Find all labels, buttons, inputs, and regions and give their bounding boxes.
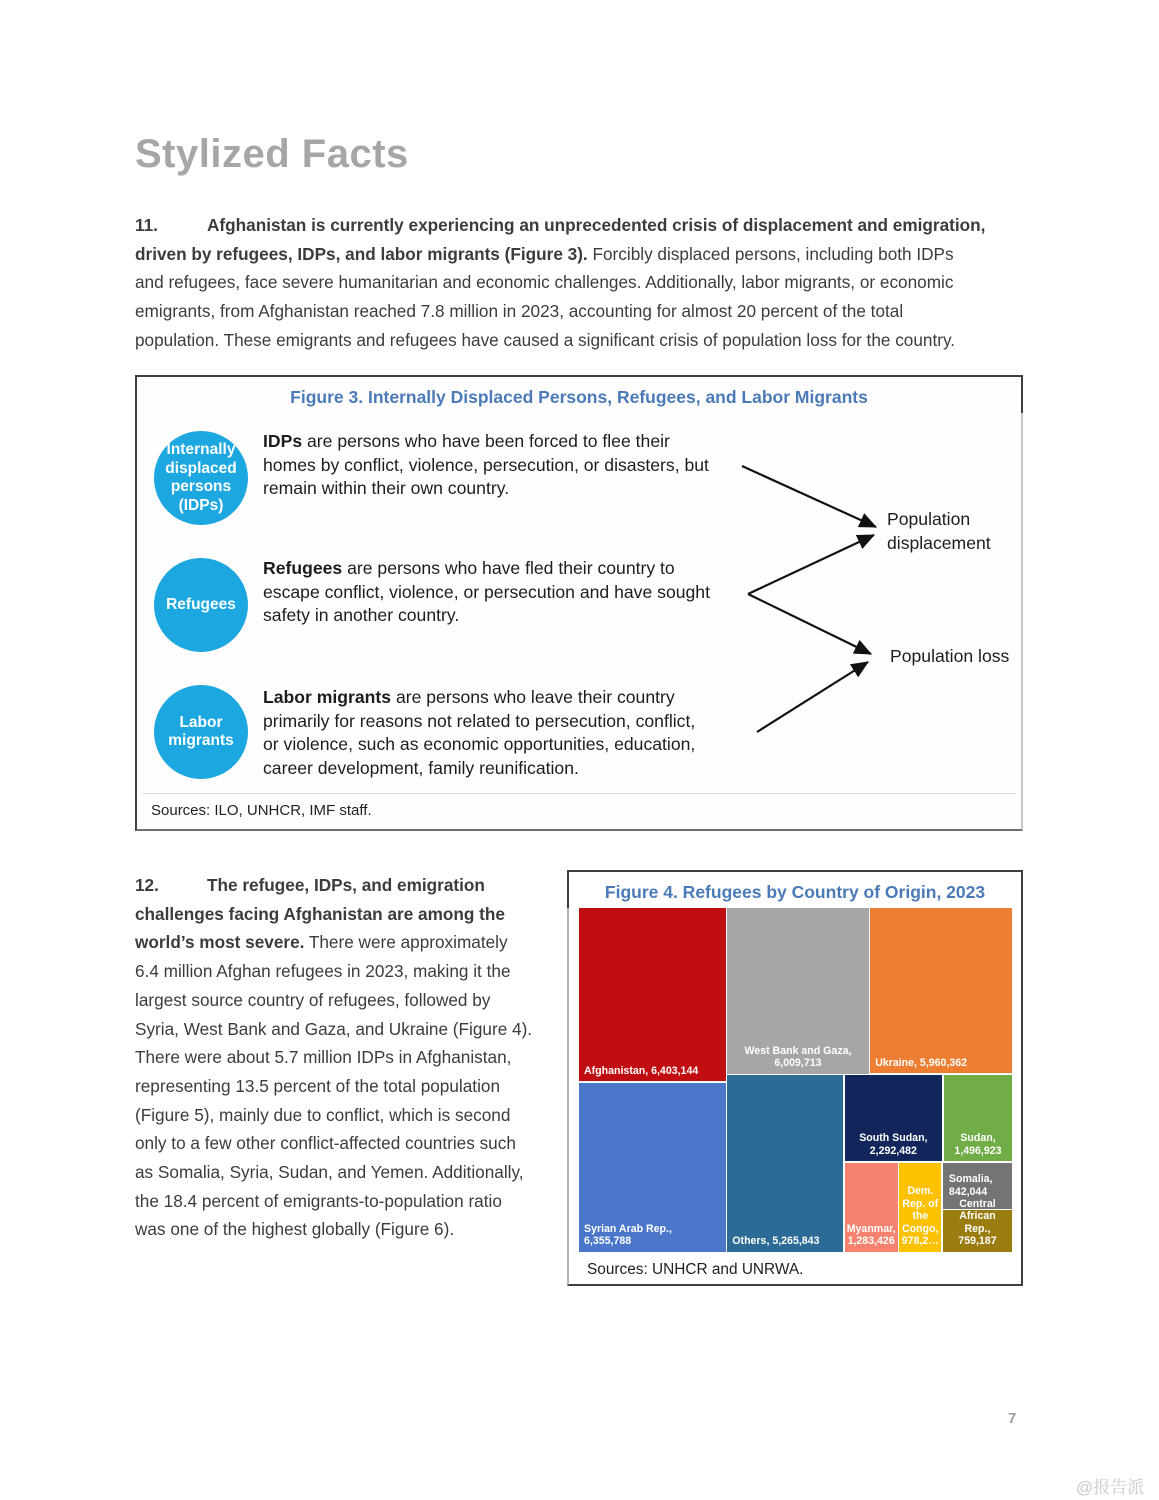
treemap-cell-dem-rep-congo	[899, 1163, 941, 1252]
refugees-definition: Refugees are persons who have fled their country to escape conflict, violence, or persecution and have sought safety in another country.	[263, 558, 710, 626]
treemap-cell-myanmar	[845, 1163, 898, 1252]
arrow-idps-to-displacement	[742, 466, 876, 527]
arrow-refugees-to-displacement	[748, 535, 874, 594]
watermark: @报告派	[1076, 1478, 1145, 1497]
treemap-cell-label: Others, 5,265,843	[732, 1235, 820, 1248]
treemap-cell-syrian-arab-rep	[579, 1083, 726, 1252]
treemap-cell-afghanistan	[579, 908, 726, 1081]
page-title: Stylized Facts	[135, 132, 409, 176]
treemap-cell-label: Central African Rep., 759,187	[958, 1197, 997, 1248]
figure3-title: Figure 3. Internally Displaced Persons, Refugees, and Labor Migrants	[290, 387, 868, 407]
labor-migrants-circle: Labor migrants	[154, 685, 248, 779]
treemap-cell-south-sudan	[845, 1075, 942, 1162]
figure4-title: Figure 4. Refugees by Country of Origin, 2023	[604, 882, 986, 902]
figure3-scrollbar-artifact	[1021, 375, 1023, 413]
treemap-cell-label: West Bank and Gaza, 6,009,713	[744, 1044, 852, 1070]
figure3-sources: Sources: ILO, UNHCR, IMF staff.	[151, 802, 372, 819]
treemap-cell-label: Somalia, 842,044	[948, 1173, 993, 1198]
treemap-cell-others	[727, 1075, 842, 1252]
population-loss-label: Population loss	[890, 646, 1010, 666]
refugees-circle: Refugees	[154, 558, 248, 652]
idps-definition: IDPs are persons who have been forced to flee their homes by conflict, violence, persecution, or disasters, but remain within their own country.	[263, 431, 709, 499]
figure4-box	[567, 870, 1023, 1286]
figure3-box	[135, 375, 1023, 831]
treemap-cell-label: Syrian Arab Rep., 6,355,788	[584, 1222, 672, 1248]
treemap-cell-label: Ukraine, 5,960,362	[875, 1056, 968, 1069]
treemap-cell-sudan	[944, 1075, 1012, 1162]
paragraph-12: 12. The refugee, IDPs, and emigration challenges facing Afghanistan are among the world’s most severe. There were approximately 6.4 million Afghan refugees in 2023, making it the largest source country of refugees, followed by Syria, West Bank and Gaza, and Ukraine (Figure 4). There were about 5.7 million IDPs in Afghanistan, representing 13.5 percent of the total population (Figure 5), mainly due to conflict, which is second only to a few other conflict-affected countries such as Somalia, Syria, Sudan, and Yemen. Additionally, the 18.4 percent of emigrants-to-population ratio was one of the highest globally (Figure 6).	[135, 875, 533, 1240]
treemap-cell-label: Dem. Rep. of the Congo, 978,2…	[901, 1185, 939, 1248]
treemap-cell-label: Myanmar, 1,283,426	[846, 1222, 896, 1248]
refugees-treemap	[579, 908, 1012, 1252]
figure4-sources: Sources: UNHCR and UNRWA.	[587, 1261, 804, 1278]
arrow-labor-to-loss	[757, 662, 868, 732]
treemap-cell-central-african-rep	[943, 1197, 1012, 1252]
idps-circle: Internally displaced persons (IDPs)	[154, 431, 248, 525]
paragraph-11: 11. Afghanistan is currently experiencing an unprecedented crisis of displacement and emigration, driven by refugees, IDPs, and labor migrants (Figure 3). Forcibly displaced persons, including both IDPs and refugees, face severe humanitarian and economic challenges. Additionally, labor migrants, or economic emigrants, from Afghanistan reached 7.8 million in 2023, accounting for almost 20 percent of the total population. These emigrants and refugees have caused a significant crisis of population loss for the country.	[135, 215, 986, 350]
arrow-refugees-to-loss	[748, 594, 871, 654]
page-number: 7	[1008, 1410, 1017, 1427]
treemap-cell-west-bank-and-gaza	[727, 908, 868, 1074]
treemap-cell-label: South Sudan, 2,292,482	[859, 1131, 928, 1157]
population-displacement-label: Population displacement	[887, 509, 991, 553]
treemap-cell-label: Sudan, 1,496,923	[954, 1131, 1002, 1157]
treemap-cell-ukraine	[870, 908, 1012, 1073]
figure3-divider	[143, 793, 1015, 794]
treemap-cell-label: Afghanistan, 6,403,144	[584, 1064, 699, 1077]
labor-migrants-definition: Labor migrants are persons who leave their country primarily for reasons not related to persecution, conflict, or violence, such as economic opportunities, education, career development, family reunification.	[263, 687, 696, 778]
